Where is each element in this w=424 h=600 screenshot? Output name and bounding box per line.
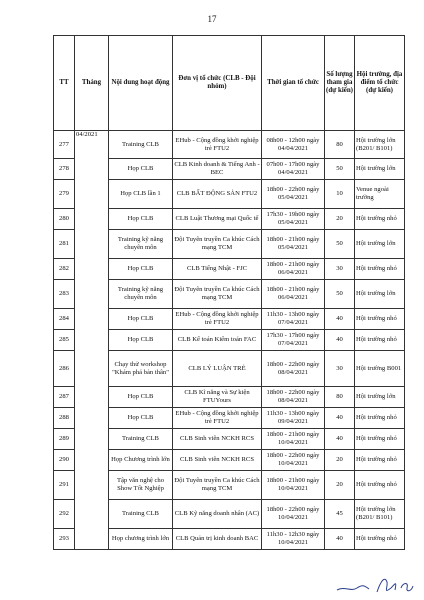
row-organizer: Đội Tuyên truyền Ca khúc Cách mạng TCM bbox=[173, 230, 262, 259]
page-number: 17 bbox=[207, 14, 217, 24]
row-organizer: CLB Quản trị kinh doanh BAC bbox=[173, 529, 262, 550]
row-organizer: CLB LÝ LUẬN TRẺ bbox=[173, 351, 262, 387]
row-venue: Hội trường lớn bbox=[355, 230, 405, 259]
row-content: Họp CLB bbox=[109, 408, 173, 429]
header-month: Tháng bbox=[75, 36, 109, 131]
row-venue: Hội trường lớn bbox=[355, 387, 405, 408]
row-time: 11h30 - 13h00 ngày 07/04/2021 bbox=[262, 309, 325, 330]
row-count: 50 bbox=[325, 230, 355, 259]
row-number: 290 bbox=[54, 450, 75, 471]
row-organizer: CLB Kỹ năng doanh nhân (AC) bbox=[173, 500, 262, 529]
row-time: 11h30 - 12h30 ngày 10/04/2021 bbox=[262, 529, 325, 550]
row-venue: Hội trường nhỏ bbox=[355, 408, 405, 429]
row-organizer: CLB Kĩ năng và Sự kiện FTUYours bbox=[173, 387, 262, 408]
row-venue: Hội trường nhỏ bbox=[355, 471, 405, 500]
row-time: 18h00 - 22h00 ngày 08/04/2021 bbox=[262, 351, 325, 387]
header-organizer: Đơn vị tổ chức (CLB - Đội nhóm) bbox=[173, 36, 262, 131]
row-content: Tập văn nghệ cho Show Tốt Nghiệp bbox=[109, 471, 173, 500]
header-venue: Hội trường, địa điểm tổ chức (dự kiến) bbox=[355, 36, 405, 131]
row-time: 18h00 - 22h00 ngày 10/04/2021 bbox=[262, 500, 325, 529]
row-venue: Hội trường nhỏ bbox=[355, 330, 405, 351]
row-number: 293 bbox=[54, 529, 75, 550]
row-count: 80 bbox=[325, 387, 355, 408]
row-venue: Hội trường B001 bbox=[355, 351, 405, 387]
row-venue: Hội trường lớn bbox=[355, 159, 405, 180]
row-venue: Hội trường nhỏ bbox=[355, 529, 405, 550]
row-count: 45 bbox=[325, 500, 355, 529]
row-content: Chạy thử workshop "Khám phá bản thân" bbox=[109, 351, 173, 387]
header-row bbox=[54, 36, 405, 131]
row-count: 50 bbox=[325, 159, 355, 180]
row-month: 04/2021 bbox=[75, 131, 109, 550]
row-organizer: EHub - Cộng đồng khởi nghiệp trẻ FTU2 bbox=[173, 131, 262, 159]
row-count: 40 bbox=[325, 408, 355, 429]
row-number: 283 bbox=[54, 280, 75, 309]
row-count: 40 bbox=[325, 309, 355, 330]
row-venue: Hội trường nhỏ bbox=[355, 450, 405, 471]
row-count: 10 bbox=[325, 180, 355, 209]
row-content: Training kỹ năng chuyên môn bbox=[109, 280, 173, 309]
row-time: 18h00 - 21h00 ngày 10/04/2021 bbox=[262, 471, 325, 500]
row-number: 289 bbox=[54, 429, 75, 450]
row-venue: Hội trường nhỏ bbox=[355, 259, 405, 280]
row-organizer: CLB Kế toán Kiểm toán FAC bbox=[173, 330, 262, 351]
row-content: Training CLB bbox=[109, 429, 173, 450]
row-time: 18h00 - 22h00 ngày 08/04/2021 bbox=[262, 387, 325, 408]
row-count: 40 bbox=[325, 429, 355, 450]
row-number: 280 bbox=[54, 209, 75, 230]
header-content: Nội dung hoạt động bbox=[109, 36, 173, 131]
row-number: 285 bbox=[54, 330, 75, 351]
row-organizer: CLB Sinh viên NCKH RCS bbox=[173, 429, 262, 450]
row-count: 30 bbox=[325, 259, 355, 280]
row-count: 80 bbox=[325, 131, 355, 159]
row-time: 18h00 - 21h00 ngày 06/04/2021 bbox=[262, 280, 325, 309]
row-content: Họp Chương trình lớn bbox=[109, 450, 173, 471]
row-content: Họp CLB bbox=[109, 209, 173, 230]
row-count: 20 bbox=[325, 450, 355, 471]
row-number: 284 bbox=[54, 309, 75, 330]
row-content: Họp CLB bbox=[109, 159, 173, 180]
row-organizer: CLB Sinh viên NCKH RCS bbox=[173, 450, 262, 471]
row-venue: Hội trường lớn (B201/ B101) bbox=[355, 500, 405, 529]
row-content: Họp CLB bbox=[109, 309, 173, 330]
row-time: 18h00 - 22h00 ngày 10/04/2021 bbox=[262, 450, 325, 471]
row-time: 07h00 - 17h00 ngày 04/04/2021 bbox=[262, 159, 325, 180]
row-number: 282 bbox=[54, 259, 75, 280]
table-row bbox=[54, 131, 405, 159]
row-organizer: Đội Tuyên truyền Ca khúc Cách mạng TCM bbox=[173, 471, 262, 500]
row-time: 17h30 - 19h00 ngày 05/04/2021 bbox=[262, 209, 325, 230]
row-count: 40 bbox=[325, 330, 355, 351]
row-organizer: CLB Kinh doanh & Tiếng Anh - BEC bbox=[173, 159, 262, 180]
row-time: 17h30 - 17h00 ngày 07/04/2021 bbox=[262, 330, 325, 351]
row-organizer: CLB Luật Thương mại Quốc tế bbox=[173, 209, 262, 230]
row-number: 288 bbox=[54, 408, 75, 429]
row-organizer: Đội Tuyên truyền Ca khúc Cách mạng TCM bbox=[173, 280, 262, 309]
row-number: 281 bbox=[54, 230, 75, 259]
row-time: 11h30 - 13h00 ngày 09/04/2021 bbox=[262, 408, 325, 429]
row-organizer: EHub - Cộng đồng khởi nghiệp trẻ FTU2 bbox=[173, 408, 262, 429]
row-content: Họp CLB lần 1 bbox=[109, 180, 173, 209]
row-organizer: CLB Tiếng Nhật - FJC bbox=[173, 259, 262, 280]
header-tt: TT bbox=[54, 36, 75, 131]
row-time: 08h00 - 12h00 ngày 04/04/2021 bbox=[262, 131, 325, 159]
row-count: 20 bbox=[325, 209, 355, 230]
row-content: Training CLB bbox=[109, 500, 173, 529]
row-content: Training kỹ năng chuyên môn bbox=[109, 230, 173, 259]
row-time: 18h00 - 22h00 ngày 05/04/2021 bbox=[262, 180, 325, 209]
row-number: 286 bbox=[54, 351, 75, 387]
row-venue: Venue ngoài trường bbox=[355, 180, 405, 209]
row-organizer: CLB BẤT ĐỘNG SẢN FTU2 bbox=[173, 180, 262, 209]
row-organizer: EHub - Cộng đồng khởi nghiệp trẻ FTU2 bbox=[173, 309, 262, 330]
row-number: 292 bbox=[54, 500, 75, 529]
row-time: 18h00 - 21h00 ngày 05/04/2021 bbox=[262, 230, 325, 259]
row-number: 278 bbox=[54, 159, 75, 180]
row-count: 20 bbox=[325, 471, 355, 500]
row-count: 40 bbox=[325, 529, 355, 550]
row-content: Họp CLB bbox=[109, 387, 173, 408]
row-number: 291 bbox=[54, 471, 75, 500]
row-venue: Hội trường nhỏ bbox=[355, 429, 405, 450]
row-content: Họp CLB bbox=[109, 259, 173, 280]
row-number: 279 bbox=[54, 180, 75, 209]
row-number: 287 bbox=[54, 387, 75, 408]
row-content: Họp CLB bbox=[109, 330, 173, 351]
row-number: 277 bbox=[54, 131, 75, 159]
signature-marks bbox=[335, 568, 415, 596]
row-time: 18h00 - 21h00 ngày 06/04/2021 bbox=[262, 259, 325, 280]
row-venue: Hội trường lớn bbox=[355, 280, 405, 309]
header-time: Thời gian tổ chức bbox=[262, 36, 325, 131]
header-count: Số lượng tham gia (dự kiến) bbox=[325, 36, 355, 131]
row-content: Họp chương trình lớn bbox=[109, 529, 173, 550]
row-content: Training CLB bbox=[109, 131, 173, 159]
row-venue: Hội trường nhỏ bbox=[355, 209, 405, 230]
row-count: 30 bbox=[325, 351, 355, 387]
row-venue: Hội trường lớn (B201/ B101) bbox=[355, 131, 405, 159]
schedule-table bbox=[53, 35, 405, 550]
row-count: 50 bbox=[325, 280, 355, 309]
row-time: 18h00 - 21h00 ngày 10/04/2021 bbox=[262, 429, 325, 450]
row-venue: Hội trường nhỏ bbox=[355, 309, 405, 330]
